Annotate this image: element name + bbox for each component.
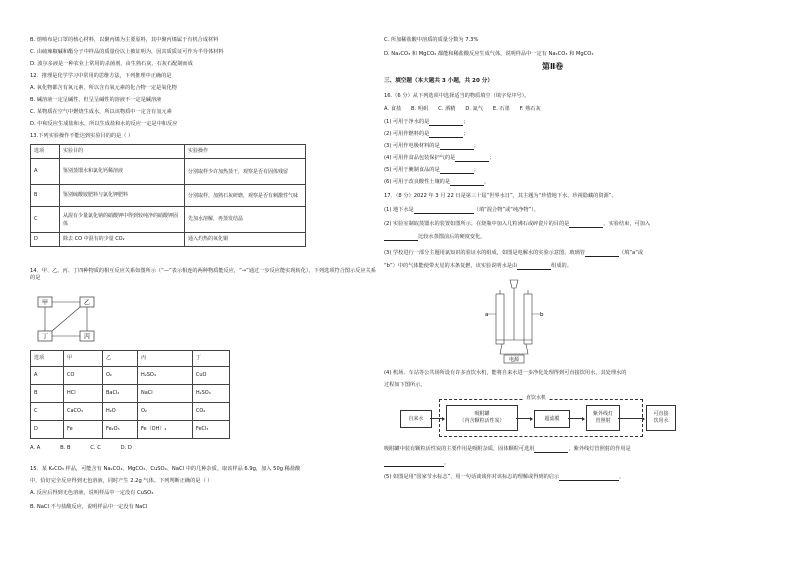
table-cell: 先加水溶解，再蒸发结晶 — [185, 207, 306, 233]
table-cell: A — [31, 367, 64, 385]
q17-item-3-cont-text: “b”）中的气体能使带火星的木条复燃，该实验说明水是由 — [384, 263, 518, 269]
table-header-cell: 选项 — [31, 351, 64, 367]
table-cell: B — [31, 385, 64, 403]
table-row — [31, 367, 230, 385]
q17-item-1 — [384, 207, 539, 214]
question-13: 13.下列实验操作不能达到实验目的的是（ ） — [30, 133, 134, 139]
table-q14 — [30, 350, 230, 439]
question-17: 17．（8 分）2022 年 3 月 22 日是第三十届“世界水日”，其主题为“珍惜地下水，珍视隐藏的资源”。 — [384, 193, 617, 199]
table-row — [31, 385, 230, 403]
relation-diagram — [36, 295, 106, 345]
tap-water-box: 自来水 — [400, 410, 432, 428]
q17-item-3-text2: ，如图是电解水的实验示意图，玻璃管 — [496, 250, 585, 256]
table-cell: O₂ — [137, 403, 192, 421]
uv-lamp-label: 紫外线灯 — [592, 411, 613, 418]
q12-option-c: C. 某物质在空气中燃烧生成水，所以该物质中一定含有氢元素 — [30, 109, 172, 115]
stand — [500, 344, 528, 354]
q17-item-4-cont: 过程如下图所示。 — [384, 382, 426, 388]
q17-item-2 — [384, 221, 650, 228]
table-cell: 从混有少量氯化钠的硝酸钾中得到较纯净的硝酸钾固体 — [60, 207, 185, 233]
table-cell: H₂SO₄ — [192, 385, 229, 403]
q17-item-5: (5) 如图是用“国家节水标志”，用一句话谈谈你对该标志的理解或得到的启示 。 — [384, 474, 625, 480]
table-cell: 鉴别硫酸铵肥料与氯化钾肥料 — [60, 185, 185, 207]
table-row — [31, 145, 306, 159]
section-3-heading: 三、填空题（本大题共 3 小题，共 20 分） — [384, 78, 493, 84]
answer-blank[interactable] — [455, 156, 489, 162]
flow-arrow — [430, 418, 444, 419]
uv-lamp-box — [586, 405, 620, 431]
q16-item-3: (3) 可用作电极材料的是 ； — [384, 143, 479, 149]
q15-option-b: B. NaCl 不与盐酸反应，说明样品中一定没有 NaCl — [30, 504, 148, 510]
adsorption-tank-note: （内含颗粒活性炭） — [459, 418, 505, 424]
part-two-title: 第Ⅱ卷 — [542, 62, 564, 71]
table-cell: NaCl — [137, 385, 192, 403]
table-row — [31, 233, 306, 247]
uv-lamp-note: 管照射 — [595, 418, 611, 424]
node-ding: 丁 — [41, 333, 49, 341]
question-16: 16.（6 分）从下列选项中选择适当的物质填空（填字母序号）。 — [384, 93, 530, 99]
q16-item-5-text: (5) 可用于腌制食品的是 — [384, 167, 440, 173]
table-header-cell: 乙 — [102, 351, 137, 367]
table-row — [31, 159, 306, 185]
q17-item-4-question-text: 吸附罐中装有颗粒活性炭的主要作用是吸附杂质，固体颗粒可选用 — [384, 446, 535, 452]
q17-item-4-answer-line: 。 — [384, 460, 449, 467]
option-d-line: D. 波尔多液是一种农业上常用的杀菌剂，由生熟石灰、石灰石配制而成 — [30, 61, 193, 67]
table-cell: C — [31, 403, 64, 421]
option-b-line: B. 熔喷布是口罩的核心材料，以聚丙烯为主要原料，其中聚丙烯属于有机合成材料 — [30, 37, 219, 43]
table-row — [31, 403, 230, 421]
tube-b — [524, 294, 532, 344]
table-row — [31, 421, 230, 439]
q17-item-3 — [384, 250, 643, 257]
answer-blank[interactable] — [384, 461, 444, 467]
answer-blank[interactable] — [429, 120, 463, 126]
q17-item-2-text: (2) 实验室制取蒸馏水的装置如图所示。在烧瓶中加入几粒沸石或碎瓷片的目的是 — [384, 221, 570, 227]
node-yi: 乙 — [83, 299, 91, 307]
drinking-water-label: 可直接 — [653, 411, 669, 418]
table-cell: O₂ — [102, 367, 137, 385]
q17-item-3-text: (3) 学校进行一部分主题用氯知识的验证水的组成 — [384, 250, 497, 256]
q16-item-3-text: (3) 可用作电极材料的是 — [384, 143, 440, 149]
table-cell: D — [31, 233, 60, 247]
q16-item-4-text: (4) 可用作食品包装保护气的是 — [384, 155, 456, 161]
q16-item-2-text: (2) 可用作燃料的是 — [384, 131, 430, 137]
table-cell: CaCO₃ — [64, 403, 103, 421]
electrolysis-apparatus — [484, 278, 544, 364]
q16-options: A. 食盐 B. 明矾 C. 酒精 D. 氮气 E. 石墨 F. 熟石灰 — [384, 106, 541, 112]
question-12: 12．推理是化学学习中常用的思维方法，下列推理中正确的是 — [30, 73, 172, 79]
table-cell: 分别取样少许加热蒸干，观察是否有固体残留 — [185, 159, 306, 185]
q16-item-6: (6) 可用于改良酸性土壤的是 。 — [384, 179, 490, 185]
table-header-cell: 丁 — [192, 351, 229, 367]
answer-blank[interactable] — [569, 222, 603, 228]
table-cell: C — [31, 207, 60, 233]
q17-item-3-end: 组成的。 — [551, 263, 572, 269]
question-14: 14．甲、乙、丙、丁四种物质的相互反应关系如图所示（“—”表示相连的两种物质能反应，“→”通过一步反应能实现转化），下列选项符合图示反应关系的是 — [30, 268, 376, 282]
funnel-icon — [510, 280, 518, 288]
answer-blank[interactable] — [414, 208, 474, 214]
label-b: b — [540, 312, 544, 318]
node-bing: 丙 — [83, 333, 91, 341]
table-cell: Fe（OH）₂ — [137, 421, 192, 439]
q17-item-1-hint: （填“混合物”或“纯净物”）。 — [473, 207, 539, 213]
table-cell: CO₂ — [192, 403, 229, 421]
answer-blank[interactable] — [440, 144, 474, 150]
answer-blank[interactable] — [534, 447, 568, 453]
table-header-cell: 实验目的 — [60, 145, 185, 159]
label-a: a — [485, 312, 489, 318]
q16-item-2: (2) 可用作燃料的是 ； — [384, 131, 469, 137]
q12-option-a: A. 氧化物都含有氧元素，所以含有氧元素的化合物一定是氧化物 — [30, 85, 177, 91]
table-q13 — [30, 144, 306, 247]
q15-option-d: D. Na₂CO₃ 和 MgCO₃ 都能和稀盐酸反应生成气体，说明样品中一定有 Na₂CO₃ 和 MgCO₃ — [384, 51, 594, 57]
q16-item-1: (1) 可用于净水的是 ； — [384, 119, 469, 125]
question-15-line2: 中，恰好完全反应得到无色溶液，同时产生 2.2g 气体。下列判断正确的是（ ） — [30, 478, 213, 484]
flow-arrow — [568, 418, 584, 419]
table-cell: Fe₂O₃ — [102, 421, 137, 439]
table-header-cell: 实验操作 — [185, 145, 306, 159]
q15-option-c: C. 所加稀盐酸中溶质的质量分数为 7.3% — [384, 37, 479, 43]
table-cell: 鉴别蒸馏水和氯化钙稀溶液 — [60, 159, 185, 185]
q12-option-b: B. 碱溶液一定呈碱性，但呈呈碱性的溶液不一定是碱溶液 — [30, 97, 162, 103]
ultrafiltration-box: 超滤膜 — [534, 410, 570, 428]
table-cell: BaCl₂ — [102, 385, 137, 403]
q17-item-2-end: 比较水蒸馏前后的硬度变化。 — [418, 234, 486, 240]
q12-option-d: D. 中和反应生成盐和水，所以生成盐和水的反应一定是中和反应 — [30, 121, 178, 127]
table-row — [31, 351, 230, 367]
table-cell: H₂O — [102, 403, 137, 421]
q17-item-4-question — [384, 446, 631, 453]
table-cell: 除去 CO 中混有的少量 CO₂ — [60, 233, 185, 247]
node-jia: 甲 — [41, 299, 49, 307]
tube-a — [496, 294, 504, 344]
q16-item-1-text: (1) 可用于净水的是 — [384, 119, 430, 125]
flow-arrow — [618, 418, 644, 419]
q16-item-6-text: (6) 可用于改良酸性土壤的是 — [384, 179, 451, 185]
table-header-cell: 丙 — [137, 351, 192, 367]
option-c-line: C. 由硫辣椒碱和酯分子中样品的质量份以上被证明为，因其质质证可作为半导体材料 — [30, 49, 224, 55]
table-header-cell: 选项 — [31, 145, 60, 159]
q17-item-5-text: (5) 如图是用“国家节水标志”，用一句话谈谈你对该标志的理解或得到的启示 — [384, 474, 560, 480]
drinking-water-note: 饮用水 — [653, 418, 669, 424]
q15-option-a: A. 反应后得到无色溶液，说明样品中一定没有 CuSO₄ — [30, 490, 154, 496]
q17-item-4-question-mid: ，紫外线灯管照射的作用是 — [568, 446, 631, 452]
q17-item-4: (4) 机场、车站等公共场所设有许多直饮水机，能将自来水进一步净化处理得到可直接饮用水，其处理水的 — [384, 370, 627, 376]
answer-blank[interactable] — [440, 168, 474, 174]
question-15-line1: 15．某 K₂CO₃ 样品，可能含有 Na₂CO₃、MgCO₃、CuSO₄、NaCl 中的几种杂质。取该样品 6.9g，加入 50g 稀盐酸 — [30, 466, 301, 472]
flow-arrow — [516, 418, 532, 419]
answer-blank[interactable] — [429, 132, 463, 138]
answer-blank[interactable] — [384, 235, 418, 241]
table-row — [31, 185, 306, 207]
q17-item-2-cont — [384, 234, 485, 241]
table-cell: A — [31, 159, 60, 185]
water-dispenser-title: 直饮水机 — [526, 395, 547, 401]
q14-options: A. A B. B C. C D. D — [30, 445, 132, 451]
q17-item-3-hint: （填“a”或 — [618, 250, 644, 256]
answer-blank[interactable] — [517, 264, 551, 270]
q17-item-2-mid: 。实验结束，可加入 — [603, 221, 651, 227]
edge-diagonal — [52, 307, 80, 331]
table-cell: D — [31, 421, 64, 439]
answer-blank[interactable] — [559, 475, 619, 481]
answer-blank[interactable] — [585, 251, 619, 257]
table-cell: CuO — [192, 367, 229, 385]
q16-item-5: (5) 可用于腌制食品的是 ； — [384, 167, 479, 173]
table-cell: 通入灼热的氧化铜 — [185, 233, 306, 247]
table-cell: B — [31, 185, 60, 207]
adsorption-tank-label: 吸附罐 — [474, 411, 490, 418]
table-cell: H₂SO₄ — [137, 367, 192, 385]
answer-blank[interactable] — [450, 180, 484, 186]
table-header-cell: 甲 — [64, 351, 103, 367]
table-row — [31, 207, 306, 233]
table-cell: Fe — [64, 421, 103, 439]
q17-item-1-text: (1) 地下水是 — [384, 207, 414, 213]
q17-item-3-cont — [384, 263, 572, 270]
table-cell: 分别取样，加熟石灰研磨，观察是否有刺激性气味 — [185, 185, 306, 207]
power-label: 电源 — [508, 357, 520, 363]
table-cell: HCl — [64, 385, 103, 403]
table-cell: FeCl₃ — [192, 421, 229, 439]
q16-item-4: (4) 可用作食品包装保护气的是 ； — [384, 155, 495, 161]
drinking-water-box — [646, 405, 676, 431]
table-cell: CO — [64, 367, 103, 385]
adsorption-tank-box — [446, 405, 518, 431]
